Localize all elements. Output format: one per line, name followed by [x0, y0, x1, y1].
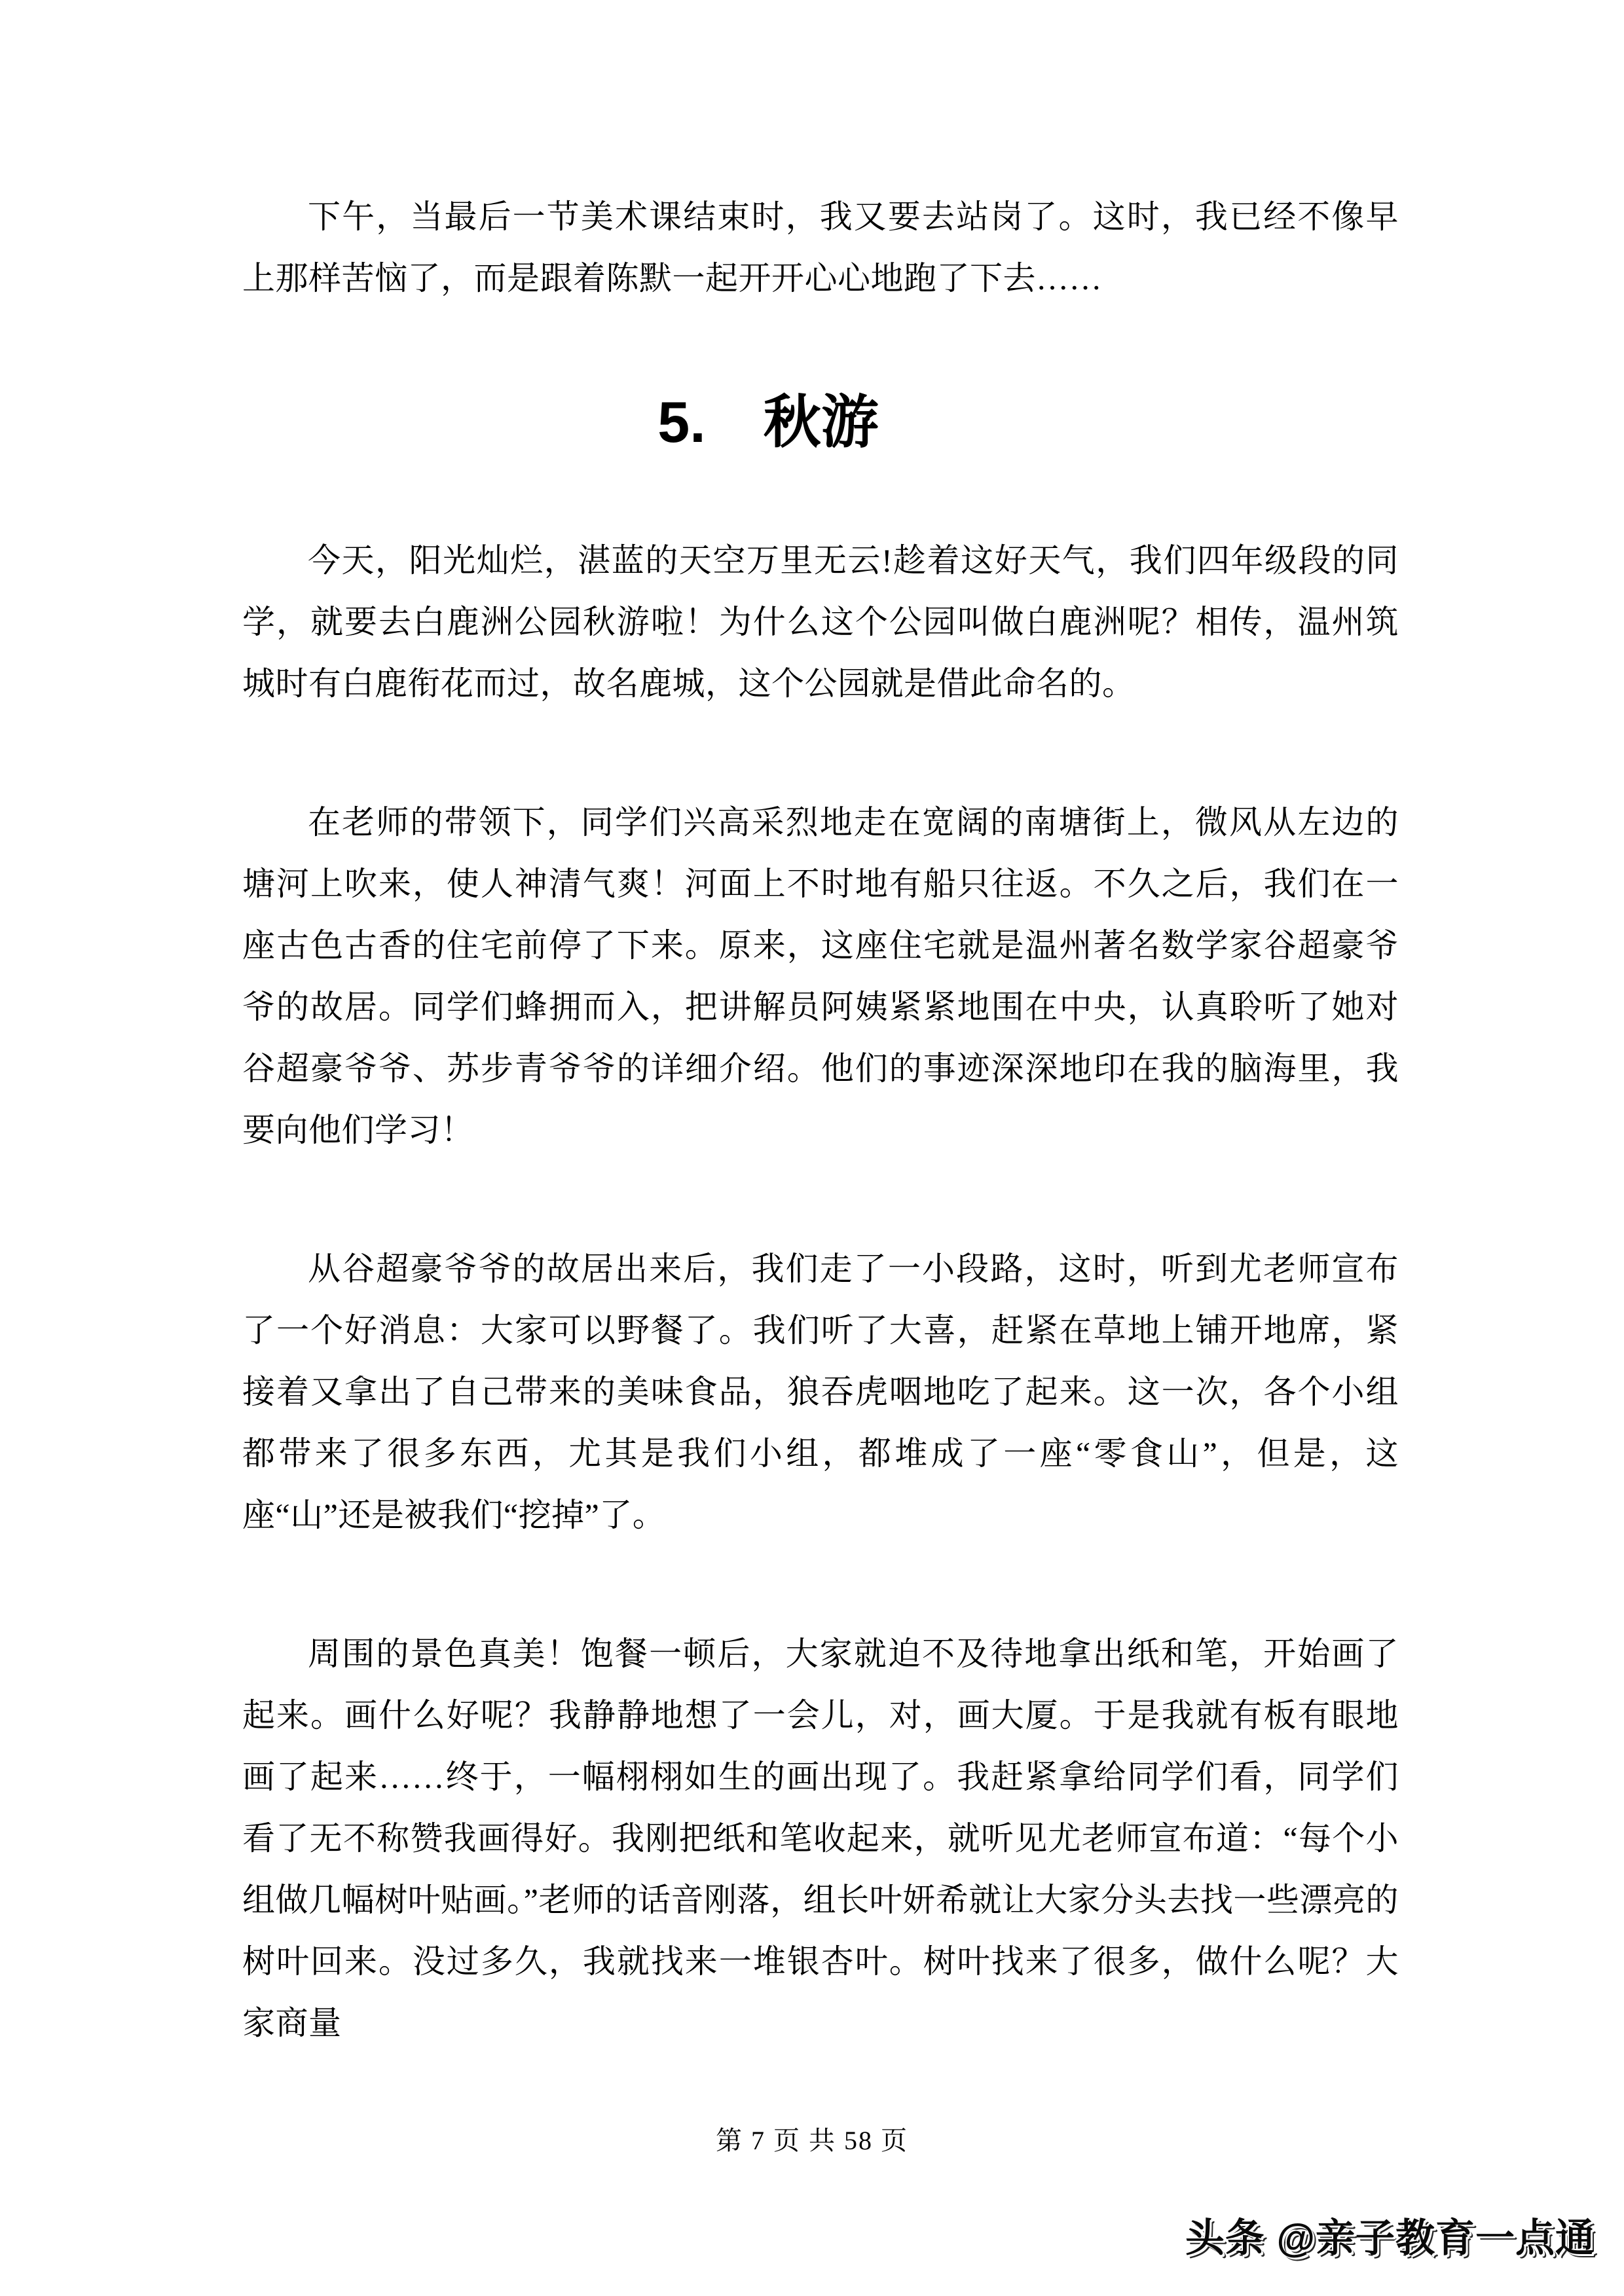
watermark: 头条 @亲子教育一点通: [1185, 2216, 1595, 2260]
page-number-label: 第 7 页 共 58 页: [716, 2126, 908, 2155]
essay-paragraph-2: 在老师的带领下，同学们兴高采烈地走在宽阔的南塘街上，微风从左边的塘河上吹来，使人神清气爽！河面上不时地有船只往返。不久之后，我们在一座古色古香的住宅前停了下来。原来，这座住宅就是温州著名数学家谷超豪爷爷的故居。同学们蜂拥而入，把讲解员阿姨紧紧地围在中央，认真聆听了她对谷超豪爷爷、苏步青爷爷的详细介绍。他们的事迹深深地印在我的脑海里，我要向他们学习！: [242, 804, 1399, 1148]
intro-paragraph: 下午，当最后一节美术课结束时，我又要去站岗了。这时，我已经不像早上那样苦恼了，而是跟着陈默一起开开心心地跑了下去……: [242, 198, 1399, 297]
essay-title: 5. 秋游: [657, 390, 879, 454]
essay-paragraph-3: 从谷超豪爷爷的故居出来后，我们走了一小段路，这时，听到尤老师宣布了一个好消息：大家可以野餐了。我们听了大喜，赶紧在草地上铺开地席，紧接着又拿出了自己带来的美味食品，狼吞虎咽地吃了起来。这一次，各个小组都带来了很多东西，尤其是我们小组，都堆成了一座“零食山”，但是，这座“山”还是被我们“挖掉”了。: [242, 1250, 1399, 1533]
document-body: [242, 186, 1399, 2131]
essay-paragraph-4: 周围的景色真美！饱餐一顿后，大家就迫不及待地拿出纸和笔，开始画了起来。画什么好呢？我静静地想了一会儿，对，画大厦。于是我就有板有眼地画了起来……终于，一幅栩栩如生的画出现了。我赶紧拿给同学们看，同学们看了无不称赞我画得好。我刚把纸和笔收起来，就听见尤老师宣布道：“每个小组做几幅树叶贴画。”老师的话音刚落，组长叶妍希就让大家分头去找一些漂亮的树叶回来。没过多久，我就找来一堆银杏叶。树叶找来了很多，做什么呢？大家商量: [242, 1635, 1399, 2041]
page-footer: [0, 2126, 1624, 2155]
essay-paragraph-1: 今天，阳光灿烂，湛蓝的天空万里无云!趁着这好天气，我们四年级段的同学，就要去白鹿洲公园秋游啦！为什么这个公园叫做白鹿洲呢？相传，温州筑城时有白鹿衔花而过，故名鹿城，这个公园就是借此命名的。: [242, 542, 1399, 702]
